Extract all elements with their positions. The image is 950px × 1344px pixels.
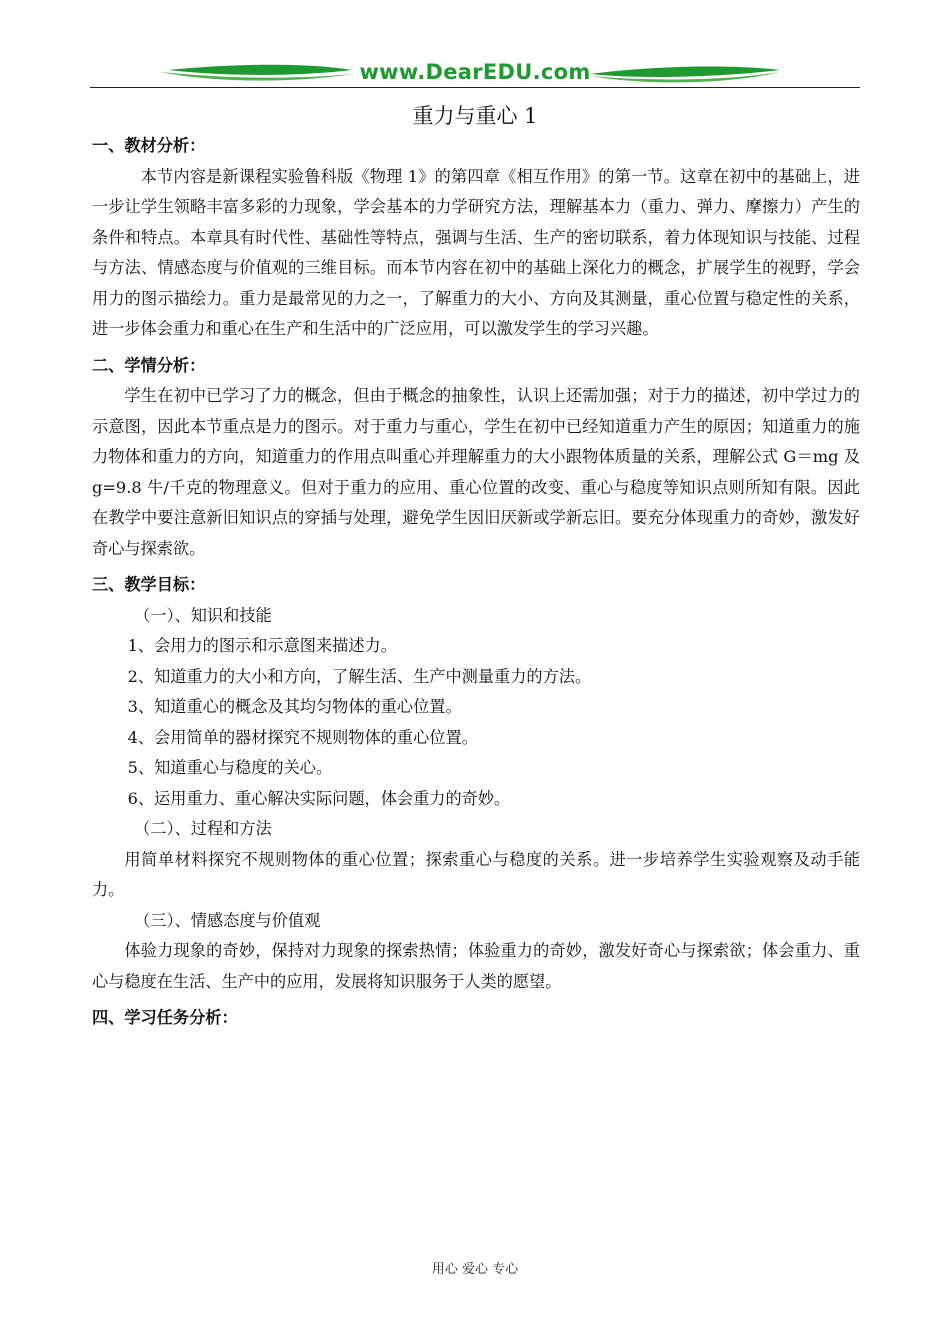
header-divider	[90, 87, 860, 88]
section-heading-2: 二、学情分析：	[92, 355, 206, 375]
subsection-attitude-text: 体验力现象的奇妙，保持对力现象的探索热情；体验重力的奇妙，激发好奇心与探索欲；体会重力、重心与稳度在生活、生产中的应用，发展将知识服务于人类的愿望。	[92, 941, 860, 991]
objective-item: 1、会用力的图示和示意图来描述力。	[127, 636, 397, 655]
site-header-banner	[90, 58, 860, 90]
objective-item: 6、运用重力、重心解决实际问题，体会重力的奇妙。	[127, 788, 511, 808]
document-body	[92, 131, 860, 1034]
subsection-process-text: 用简单材料探究不规则物体的重心位置；探索重心与稳度的关系。进一步培养学生实验观察及动手能力。	[92, 849, 860, 899]
subsection-process-label: （二）、过程和方法	[134, 819, 272, 838]
section-heading-3: 三、教学目标：	[92, 575, 206, 594]
site-brand: www.DearEDU.com	[359, 60, 591, 84]
document-title: 重力与重心 1	[412, 104, 538, 128]
objective-item: 5、知道重心与稳度的关心。	[127, 758, 333, 777]
subsection-knowledge-label: （一）、知识和技能	[134, 605, 272, 625]
page-footer: 用心 爱心 专心	[431, 1262, 519, 1277]
section-1-paragraph: 本节内容是新课程实验鲁科版《物理 1》的第四章《相互作用》的第一节。这章在初中的基础上，进一步让学生领略丰富多彩的力现象，学会基本的力学研究方法，理解基本力（重力、弹力、摩擦力）产生的条件和特点。本章具有时代性、基础性等特点，强调与生活、生产的密切联系，着力体现知识与技能、过程与方法、情感态度与价值观的三维目标。而本节内容在初中的基础上深化力的概念，扩展学生的视野，学会用力的图示描绘力。重力是最常见的力之一，了解重力的大小、方向及其测量，重心位置与稳定性的关系，进一步体会重力和重心在生产和生活中的广泛应用，可以激发学生的学习兴趣。	[92, 166, 860, 338]
section-heading-4: 四、学习任务分析：	[92, 1008, 238, 1027]
objective-item: 3、知道重心的概念及其均匀物体的重心位置。	[127, 697, 462, 716]
section-heading-1: 一、教材分析：	[92, 136, 206, 155]
subsection-attitude-label: （三）、情感态度与价值观	[134, 910, 321, 930]
objective-item: 4、会用简单的器材探究不规则物体的重心位置。	[127, 727, 478, 747]
objective-item: 2、知道重力的大小和方向，了解生活、生产中测量重力的方法。	[127, 666, 592, 686]
section-2-paragraph: 学生在初中已学习了力的概念，但由于概念的抽象性，认识上还需加强；对于力的描述，初中学过力的示意图，因此本节重点是力的图示。对于重力与重心，学生在初中已经知道重力产生的原因；知道重力的施力物体和重力的方向，知道重力的作用点叫重心并理解重力的大小跟物体质量的关系，理解公式 G＝mg 及 g=9.8 牛/千克的物理意义。但对于重力的应用、重心位置的改变、重心与稳度等知识点则所知有限。因此在教学中要注意新旧知识点的穿插与处理，避免学生因旧厌新或学新忘旧。要充分体现重力的奇妙，激发好奇心与探索欲。	[92, 386, 860, 558]
